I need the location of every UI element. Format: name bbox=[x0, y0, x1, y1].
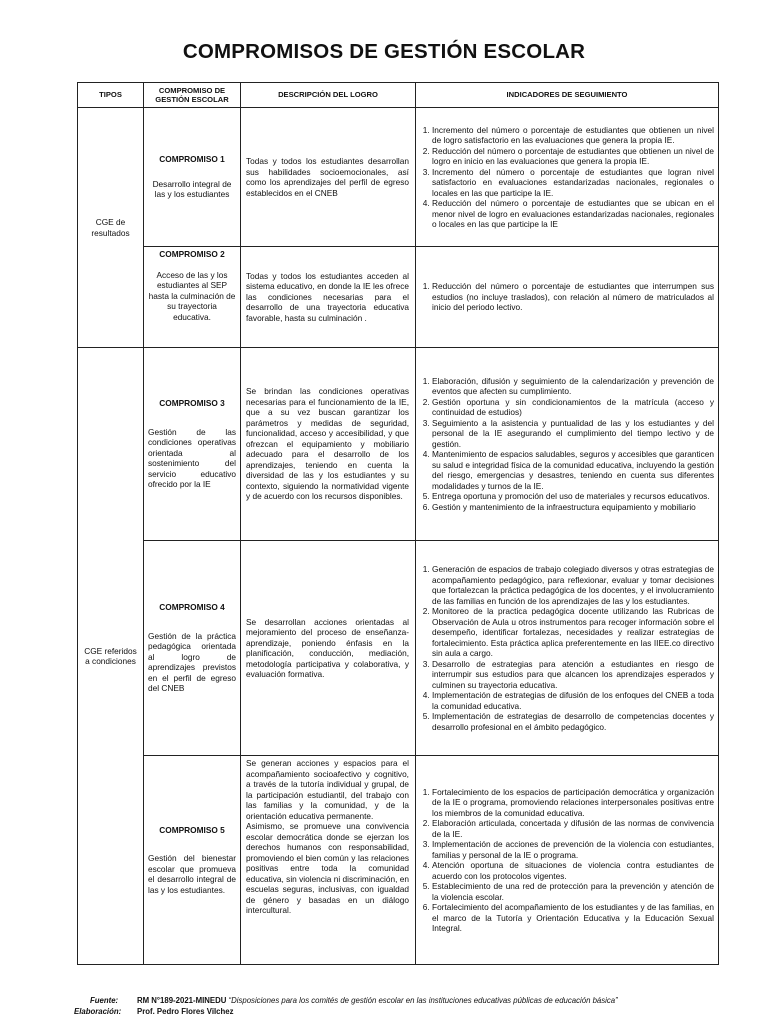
compromiso-title: COMPROMISO 1 bbox=[159, 154, 225, 165]
indicator-list bbox=[418, 125, 714, 230]
indicadores-cell bbox=[416, 348, 719, 541]
indicator-item: 1. Incremento del número o porcentaje de estudiantes que obtienen un nivel de logro satisfactorio en las evaluaciones que genera la propia IE. bbox=[432, 125, 714, 146]
compromiso-cell bbox=[144, 108, 241, 247]
indicator-item: 3. Implementación de acciones de prevención de la violencia con estudiantes, familias y personal de la IE o programa. bbox=[432, 839, 714, 860]
table-row bbox=[78, 756, 719, 965]
indicator-item: 4. Atención oportuna de situaciones de violencia contra estudiantes de acuerdo con los protocolos vigentes. bbox=[432, 860, 714, 881]
fuente-ref: RM N°189-2021-MINEDU bbox=[137, 996, 227, 1005]
tipo-resultados: CGE de resultados bbox=[78, 108, 144, 348]
indicator-item: 5. Establecimiento de una red de protección para la prevención y atención de la violencia escolar. bbox=[432, 881, 714, 902]
compromiso-title: COMPROMISO 3 bbox=[159, 398, 225, 409]
indicadores-cell bbox=[416, 756, 719, 965]
indicator-list bbox=[418, 787, 714, 934]
indicadores-cell bbox=[416, 541, 719, 756]
table-row bbox=[78, 348, 719, 541]
descripcion-cell: Se brindan las condiciones operativas necesarias para el funcionamiento de la IE, que a su vez buscan garantizar los parámetros y medidas de seguridad, funcionalidad, acceso y accesibilidad, y que ofrezcan el equipamiento y mobiliario adecuado para el desarrollo de los aprendizajes, teniendo en cuenta la diversidad de las y los estudiantes y su contexto, siguiendo la normatividad vigente y de acuerdo con los recursos disponibles. bbox=[241, 348, 416, 541]
compromiso-text: Gestión de la práctica pedagógica orientada al logro de aprendizajes previstos en el perfil de egreso del CNEB bbox=[148, 630, 236, 694]
fuente-value bbox=[137, 996, 618, 1006]
descripcion-cell: Todas y todos los estudiantes desarrollan sus habilidades socioemocionales, así como los aprendizajes del perfil de egreso establecidos en el CNEB bbox=[241, 108, 416, 247]
compromiso-cell bbox=[144, 247, 241, 348]
compromiso-title: COMPROMISO 4 bbox=[159, 602, 225, 613]
compromiso-cell bbox=[144, 541, 241, 756]
descripcion-cell bbox=[241, 756, 416, 965]
compromiso-text: Desarrollo integral de las y los estudiantes bbox=[152, 178, 232, 200]
elaboracion-value: Prof. Pedro Flores Vilchez bbox=[137, 1007, 234, 1016]
compromiso-title: COMPROMISO 2 bbox=[159, 249, 225, 259]
compromisos-table bbox=[77, 82, 719, 965]
indicator-item: 1. Elaboración, difusión y seguimiento de la calendarización y prevención de eventos que afecten su cumplimiento. bbox=[432, 376, 714, 397]
compromiso-text: Gestión del bienestar escolar que promueva el desarrollo integral de las y los estudiantes. bbox=[148, 853, 236, 895]
compromiso-title: COMPROMISO 5 bbox=[159, 824, 225, 835]
indicator-list bbox=[418, 281, 714, 313]
indicator-item: 4. Reducción del número o porcentaje de estudiantes que se ubican en el menor nivel de logro en evaluaciones estandarizadas nacionales, regionales o locales en las que participe la IE bbox=[432, 198, 714, 230]
table-row bbox=[78, 108, 719, 247]
header-indicadores: INDICADORES DE SEGUIMIENTO bbox=[416, 83, 719, 108]
indicator-item: 2. Gestión oportuna y sin condicionamientos de la matrícula (acceso y continuidad de estudios) bbox=[432, 397, 714, 418]
indicadores-cell bbox=[416, 247, 719, 348]
indicator-item: 2. Reducción del número o porcentaje de estudiantes que obtienen un nivel de logro en inicio en las evaluaciones que genera la propia IE. bbox=[432, 146, 714, 167]
header-tipos: TIPOS bbox=[78, 83, 144, 108]
indicator-item: 1. Fortalecimiento de los espacios de participación democrática y organización de la IE o programa, promoviendo relaciones interpersonales positivas entre los miembros de la comunidad educativa. bbox=[432, 787, 714, 819]
table-row bbox=[78, 541, 719, 756]
indicator-item: 6. Gestión y mantenimiento de la infraestructura equipamiento y mobiliario bbox=[432, 502, 714, 513]
indicator-item: 3. Desarrollo de estrategias para atención a estudiantes en riesgo de interrumpir sus estudios para que alcancen los aprendizajes esperados y culminen su trayectoria educativa. bbox=[432, 659, 714, 691]
compromiso-text: Gestión de las condiciones operativas orientada al sostenimiento del servicio educativo ofrecido por la IE bbox=[148, 426, 236, 490]
indicator-item: 5. Implementación de estrategias de desarrollo de competencias docentes y desarrollo profesional en el ámbito pedagógico. bbox=[432, 711, 714, 732]
page-title: COMPROMISOS DE GESTIÓN ESCOLAR bbox=[182, 40, 586, 63]
header-row bbox=[78, 83, 719, 108]
compromiso-cell bbox=[144, 348, 241, 541]
descripcion-cell: Todas y todos los estudiantes acceden al sistema educativo, en donde la IE les ofrece las condiciones necesarias para el desarrollo de una trayectoria educativa favorable, hasta su culminación . bbox=[241, 247, 416, 348]
descripcion-text-2: Asimismo, se promueve una convivencia escolar democrática donde se ejerzan los derechos humanos con responsabilidad, promoviendo el bien común y las relaciones positivas entre toda la comunidad educativa, sin violencia ni discriminación, en escuelas seguras, inclusivas, con igualdad de género y basadas en un diálogo intercultural. bbox=[246, 821, 409, 915]
table-row bbox=[78, 247, 719, 348]
indicator-item: 2. Monitoreo de la practica pedagógica docente utilizando las Rubricas de Observación de Aula u otros instrumentos para recoger información sobre el desempeño, identificar fortalezas, necesidades y realizar estrategias de fortalecimiento. Esta práctica aplica preferentemente en las IIEE.co directivo sin aula a cargo. bbox=[432, 606, 714, 659]
indicator-item: 3. Seguimiento a la asistencia y puntualidad de las y los estudiantes y del personal de la IE asegurando el cumplimiento del tiempo lectivo y de gestión. bbox=[432, 418, 714, 450]
indicator-item: 3. Incremento del número o porcentaje de estudiantes que logran nivel satisfactorio en evaluaciones estandarizadas nacionales, regionales o locales en las que participe la IE. bbox=[432, 167, 714, 199]
indicator-item: 1. Reducción del número o porcentaje de estudiantes que interrumpen sus estudios (no incluye traslados), con relación al número de matriculados al inicio del periodo lectivo. bbox=[432, 281, 714, 313]
header-descripcion: DESCRIPCIÓN DEL LOGRO bbox=[241, 83, 416, 108]
indicator-item: 4. Implementación de estrategias de difusión de los enfoques del CNEB a toda la comunidad educativa. bbox=[432, 690, 714, 711]
descripcion-text: Se generan acciones y espacios para el acompañamiento socioafectivo y cognitivo, a través de la tutoría individual y grupal, de la participación estudiantil, del trabajo con las familias y la comunidad, y de la orientación educativa permanente. bbox=[246, 758, 409, 821]
elaboracion-label: Elaboración: bbox=[74, 1007, 122, 1016]
indicator-list bbox=[418, 376, 714, 513]
indicator-list bbox=[418, 564, 714, 732]
indicator-item: 4. Mantenimiento de espacios saludables, seguros y accesibles que garanticen su salud e integridad física de la comunidad educativa, incluyendo la gestión del riesgo, emergencias y desastres, teniendo en cuenta sus diferentes modalidades y turnos de la IE. bbox=[432, 449, 714, 491]
indicator-item: 2. Elaboración articulada, concertada y difusión de las normas de convivencia de la IE. bbox=[432, 818, 714, 839]
descripcion-cell: Se desarrollan acciones orientadas al mejoramiento del proceso de enseñanza-aprendizaje, poniendo énfasis en la planificación, conducción, mediación, metodología participativa y colaborativa, y evaluación formativa. bbox=[241, 541, 416, 756]
indicator-item: 5. Entrega oportuna y promoción del uso de materiales y recursos educativos. bbox=[432, 491, 714, 502]
fuente-text: “Disposiciones para los comités de gestión escolar en las instituciones educativas públicas de educación básica” bbox=[228, 996, 618, 1005]
indicadores-cell bbox=[416, 108, 719, 247]
indicator-item: 1. Generación de espacios de trabajo colegiado diversos y otras estrategias de acompañamiento pedagógico, para reflexionar, evaluar y tomar decisiones que fortalezcan la práctica pedagógica de los docentes, y el involucramiento de las familias en función de los aprendizajes de las y los estudiantes. bbox=[432, 564, 714, 606]
compromiso-cell bbox=[144, 756, 241, 965]
fuente-label: Fuente: bbox=[90, 996, 119, 1005]
indicator-item: 6. Fortalecimiento del acompañamiento de los estudiantes y de las familias, en el marco de la Tutoría y Orientación Educativa y la Educación Sexual Integral. bbox=[432, 902, 714, 934]
header-compromiso: COMPROMISO DE GESTIÓN ESCOLAR bbox=[144, 83, 241, 108]
compromiso-text: Acceso de las y los estudiantes al SEP hasta la culminación de su trayectoria educativa. bbox=[148, 269, 236, 322]
tipo-condiciones: CGE referidos a condiciones bbox=[78, 348, 144, 965]
